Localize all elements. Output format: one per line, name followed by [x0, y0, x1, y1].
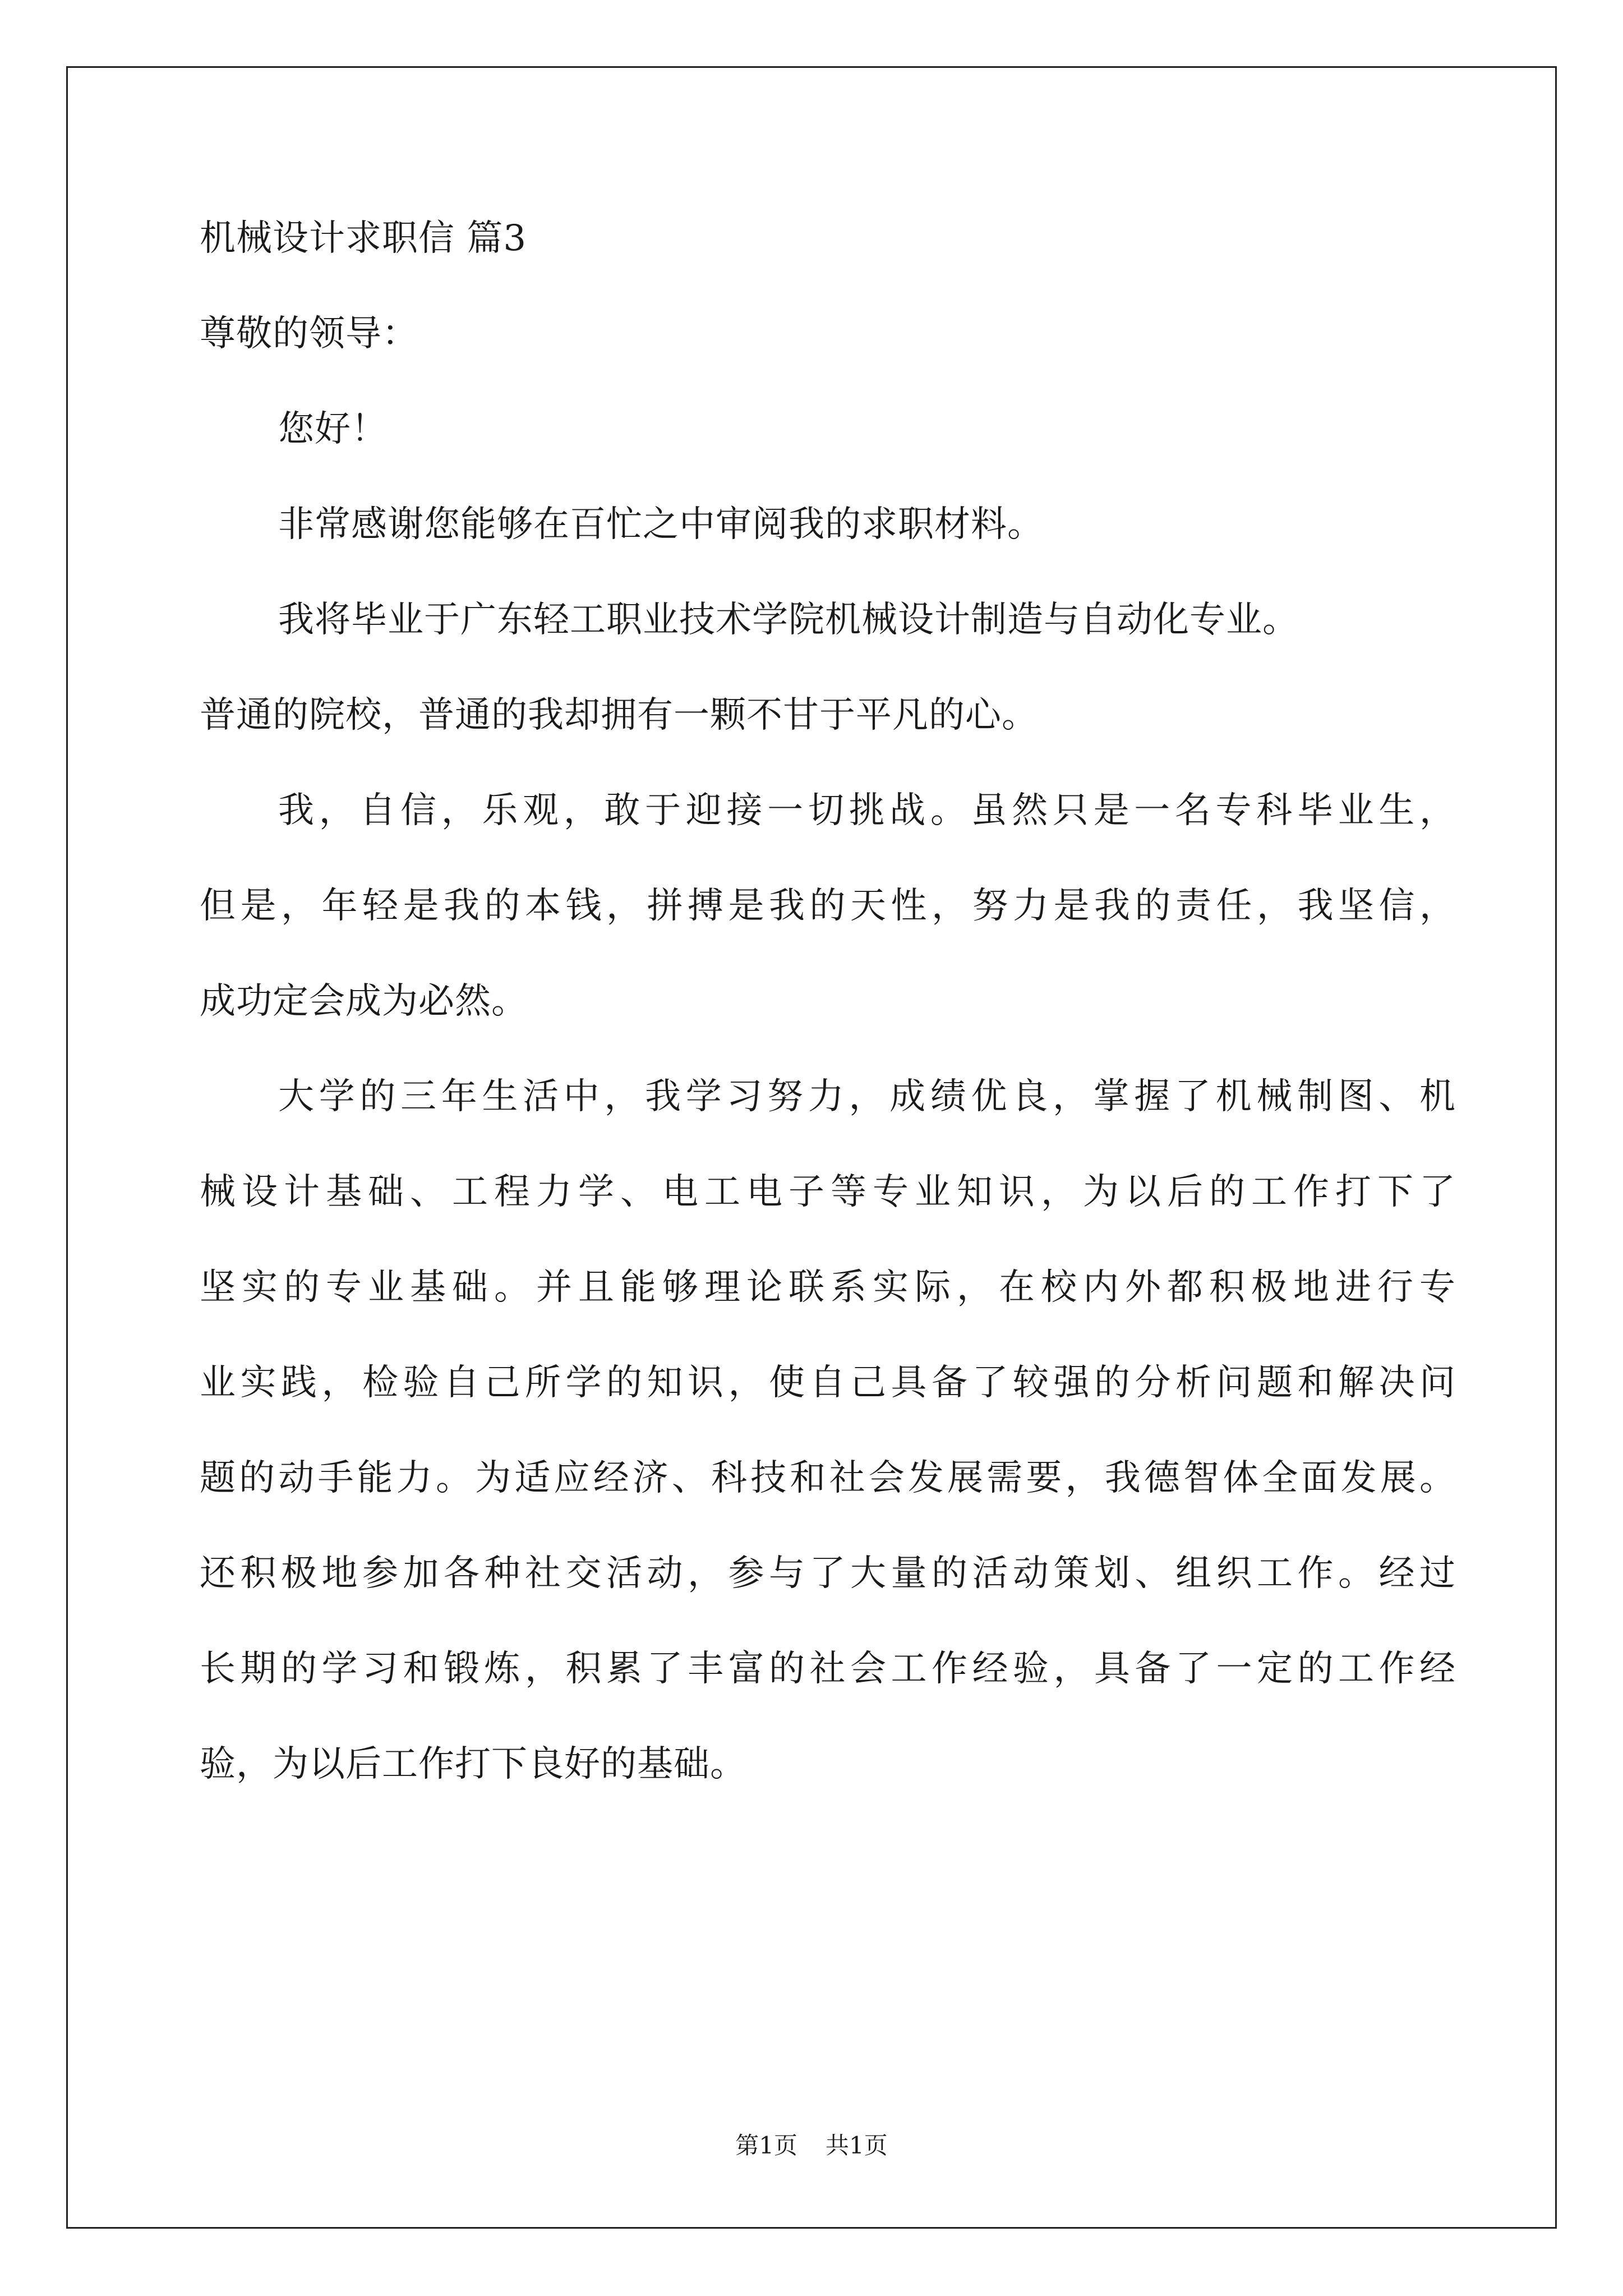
greeting: 您好！ [278, 408, 388, 450]
page-footer [0, 2132, 1623, 2160]
body-line: 普通的院校，普通的我却拥有一颗不甘于平凡的心。 [200, 694, 1038, 736]
body-line: 大学的三年生活中，我学习努力，成绩优良，掌握了机械制图、机 [278, 1076, 1456, 1117]
body-line: 成功定会成为必然。 [200, 981, 528, 1022]
body-line: 验，为以后工作打下良好的基础。 [200, 1743, 746, 1785]
document-body [200, 213, 1456, 1834]
body-line: 业实践，检验自己所学的知识，使自己具备了较强的分析问题和解决问 [200, 1362, 1456, 1404]
body-line: 我将毕业于广东轻工职业技术学院机械设计制造与自动化专业。 [278, 599, 1299, 641]
body-line: 械设计基础、工程力学、电工电子等专业知识，为以后的工作打下了 [200, 1171, 1456, 1213]
document-title: 机械设计求职信 篇3 [200, 218, 527, 259]
salutation: 尊敬的领导： [200, 313, 418, 355]
page-number-total: 共1页 [826, 2132, 888, 2159]
body-line: 长期的学习和锻炼，积累了丰富的社会工作经验，具备了一定的工作经 [200, 1648, 1456, 1690]
body-line: 题的动手能力。为适应经济、科技和社会发展需要，我德智体全面发展。 [200, 1457, 1456, 1499]
body-line: 非常感谢您能够在百忙之中审阅我的求职材料。 [278, 504, 1044, 545]
page-number-current: 第1页 [735, 2132, 797, 2159]
body-line: 坚实的专业基础。并且能够理论联系实际，在校内外都积极地进行专 [200, 1267, 1456, 1308]
body-line: 还积极地参加各种社交活动，参与了大量的活动策划、组织工作。经过 [200, 1553, 1456, 1594]
body-line: 但是，年轻是我的本钱，拼搏是我的天性，努力是我的责任，我坚信， [200, 885, 1456, 927]
body-line: 我，自信，乐观，敢于迎接一切挑战。虽然只是一名专科毕业生， [278, 790, 1456, 831]
